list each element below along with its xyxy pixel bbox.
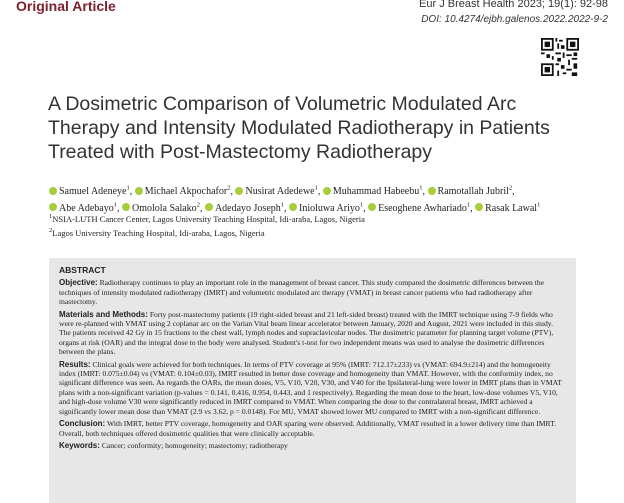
article-type: Original Article [16,0,116,14]
abstract-results: Results: Clinical goals were achieved for both techniques. In terms of PTV coverage at 95% (IMRT: 712.17±233) vs (VMAT: 694.9±214) and the homogeneity index (IMRT: 0.075±0.04) vs (VMAT: 0.104±0.03), IMRT resulted in better dose coverage and homogeneity than VMAT. However, with the conformity index, no significant difference was seen. As regards the OARs, the mean doses, V5, V10, V20, V30, and V40 for the Ipsilateral-lung were lower in IMRT plans than in VMAT plans with a non-significant variation (p-values = 0.141, 0.416, 0.954, 0.443, and 1 respectively). Regarding the mean dose to the heart, low-dose volumes V5, V10, and high-dose volume V30 were significantly reduced in IMRT compared to VMAT. When comparing the dose to the contralateral breast, IMRT achieved a significantly lower mean dose than VMAT (2.9 vs 3.62, p = 0.0148). For MU, VMAT showed lower MU compared to IMRT with a non-significant difference. [59,359,562,416]
page-header [0,0,624,25]
author[interactable]: Nusirat Adedewe$^1$, [235,186,322,197]
author[interactable]: Muhammad Habeebu$^1$, [323,186,428,197]
orcid-icon[interactable] [323,187,331,195]
author[interactable]: Inioluwa Ariyo$^1$, [289,203,368,214]
author[interactable]: Eseoghene Awhariado$^1$, [368,203,475,214]
abstract-keywords: Keywords: Cancer; conformity; homogeneity; mastectomy; radiotherapy [59,440,288,450]
orcid-icon[interactable] [49,187,57,195]
qr-code-icon [541,38,579,76]
article-title: A Dosimetric Comparison of Volumetric Modulated Arc Therapy and Intensity Modulated Radiotherapy in Patients Treated with Post-Mastectomy Radiotherapy [48,93,550,163]
author[interactable]: Samuel Adeneye$^1$, [49,186,135,197]
abstract-box [49,258,576,503]
author[interactable]: Adedayo Joseph$^1$, [205,203,289,214]
orcid-icon[interactable] [428,187,436,195]
author[interactable]: Omolola Salako$^2$, [122,203,205,214]
abstract-conclusion: Conclusion: With IMRT, better PTV coverage, homogeneity and OAR sparing were observed. Additionally, VMAT resulted in a lower delivery time than IMRT. Overall, both techniques offered dosimetric qualities that were clinically acceptable. [59,419,557,438]
journal-citation: Eur J Breast Health 2023; 19(1): 92-98 [419,0,608,10]
orcid-icon[interactable] [235,187,243,195]
abstract-objective: Objective: Radiotherapy continues to play an important role in the management of breast cancer. This study compared the dosimetric differences between the techniques of intensity modulated radiotherapy (IMRT) and volumetric modulated arc therapy (VMAT) in breast cancer patients who had radiotherapy after mastectomy. [59,278,545,307]
doi: DOI: 10.4274/ejbh.galenos.2022.2022-9-2 [421,14,608,25]
author[interactable]: Rasak Lawal$^1$ [475,203,540,214]
author[interactable]: Michael Akpochafor$^2$, [135,186,236,197]
affiliations [49,211,589,239]
author[interactable]: Ramotallah Jubril$^2$, [428,186,515,197]
affiliation: $^1$NSIA-LUTH Cancer Center, Lagos University Teaching Hospital, Idi-araba, Lagos, Nigeria [49,213,365,224]
orcid-icon[interactable] [135,187,143,195]
author-list [49,182,589,215]
abstract-heading: ABSTRACT [59,265,106,275]
affiliation: $^2$Lagos University Teaching Hospital, Idi-araba, Lagos, Nigeria [49,226,265,238]
abstract-methods: Materials and Methods: Forty post-mastectomy patients (19 right-sided breast and 21 left-sided breast) treated with the IMRT technique using 7-9 fields who were re-planned with VMAT using 2 coplanar arc on the Varian Vital beam linear accelerator between January, 2020 and August, 2021 were included in this study. The patients received 42 Gy in 15 fractions to the chest wall, lymph nodes and supraclavicular nodes. The dosimetric parameter for planning target volume (PTV), organs at risk (OAR) and the integral dose to the body were analysed. Student's t-test for two independent means was used to analyse the dosimetric differences between the plans. [59,309,554,357]
author[interactable]: Abe Adebayo$^1$, [49,203,122,214]
